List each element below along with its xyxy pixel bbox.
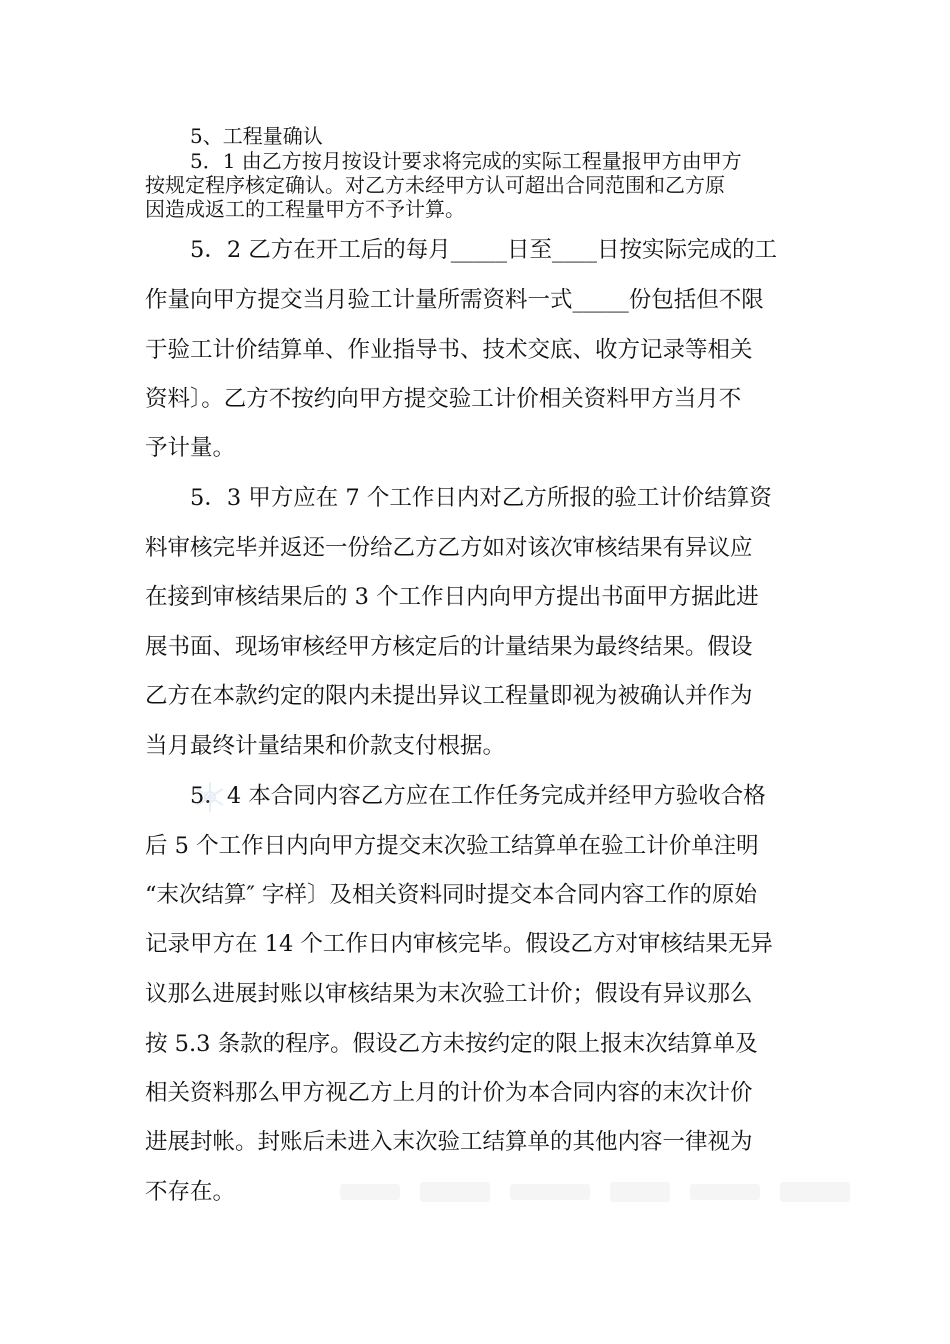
clause-5-2-line: 资料〕。乙方不按约向甲方提交验工计价相关资料甲方当月不 xyxy=(145,386,742,412)
clause-5-4-line: 记录甲方在 14 个工作日内审核完毕。假设乙方对审核结果无异 xyxy=(145,931,773,957)
clause-5-4-line: 后 5 个工作日内向甲方提交末次验工结算单在验工计价单注明 xyxy=(145,833,759,859)
clause-5-4-line: 按 5.3 条款的程序。假设乙方未按约定的限上报末次结算单及 xyxy=(145,1031,758,1057)
clause-5-3-line: 当月最终计量结果和价款支付根据。 xyxy=(145,733,506,759)
snowflake-watermark-icon xyxy=(193,780,227,814)
footer-watermark xyxy=(330,1172,870,1212)
clause-5-1-line: 5．1 由乙方按月按设计要求将完成的实际工程量报甲方由甲方 xyxy=(190,149,742,173)
clause-5-4-line: 不存在。 xyxy=(145,1179,236,1205)
clause-5-1-line: 因造成返工的工程量甲方不予计算。 xyxy=(145,197,465,221)
clause-5-3-line: 展书面、现场审核经甲方核定后的计量结果为最终结果。假设 xyxy=(145,634,753,660)
clause-5-2-line: 于验工计价结算单、作业指导书、技术交底、收方记录等相关 xyxy=(145,337,753,363)
clause-5-3-line: 5．3 甲方应在 7 个工作日内对乙方所报的验工计价结算资 xyxy=(190,485,772,511)
clause-5-2-line: 5．2 乙方在开工后的每月_____日至____日按实际完成的工 xyxy=(190,237,778,263)
clause-5-4-line: 相关资料那么甲方视乙方上月的计价为本合同内容的末次计价 xyxy=(145,1080,753,1106)
clause-5-1-line: 按规定程序核定确认。对乙方未经甲方认可超出合同范围和乙方原 xyxy=(145,173,725,197)
clause-5-2-line: 作量向甲方提交当月验工计量所需资料一式_____份包括但不限 xyxy=(145,287,764,313)
clause-5-4-line: 进展封帐。封账后未进入末次验工结算单的其他内容一律视为 xyxy=(145,1129,753,1155)
clause-5-2-line: 予计量。 xyxy=(145,435,236,461)
clause-5-4-line: “末次结算″ 字样〕及相关资料同时提交本合同内容工作的原始 xyxy=(145,882,758,908)
clause-5-3-line: 料审核完毕并返还一份给乙方乙方如对该次审核结果有异议应 xyxy=(145,535,753,561)
clause-5-3-line: 在接到审核结果后的 3 个工作日内向甲方提出书面甲方据此进 xyxy=(145,584,759,610)
section-heading: 5、工程量确认 xyxy=(190,124,323,148)
clause-5-4-line: 议那么进展封账以审核结果为末次验工计价；假设有异议那么 xyxy=(145,981,753,1007)
clause-5-4-line: 5．4 本合同内容乙方应在工作任务完成并经甲方验收合格 xyxy=(190,783,766,809)
clause-5-3-line: 乙方在本款约定的限内未提出异议工程量即视为被确认并作为 xyxy=(145,683,753,709)
